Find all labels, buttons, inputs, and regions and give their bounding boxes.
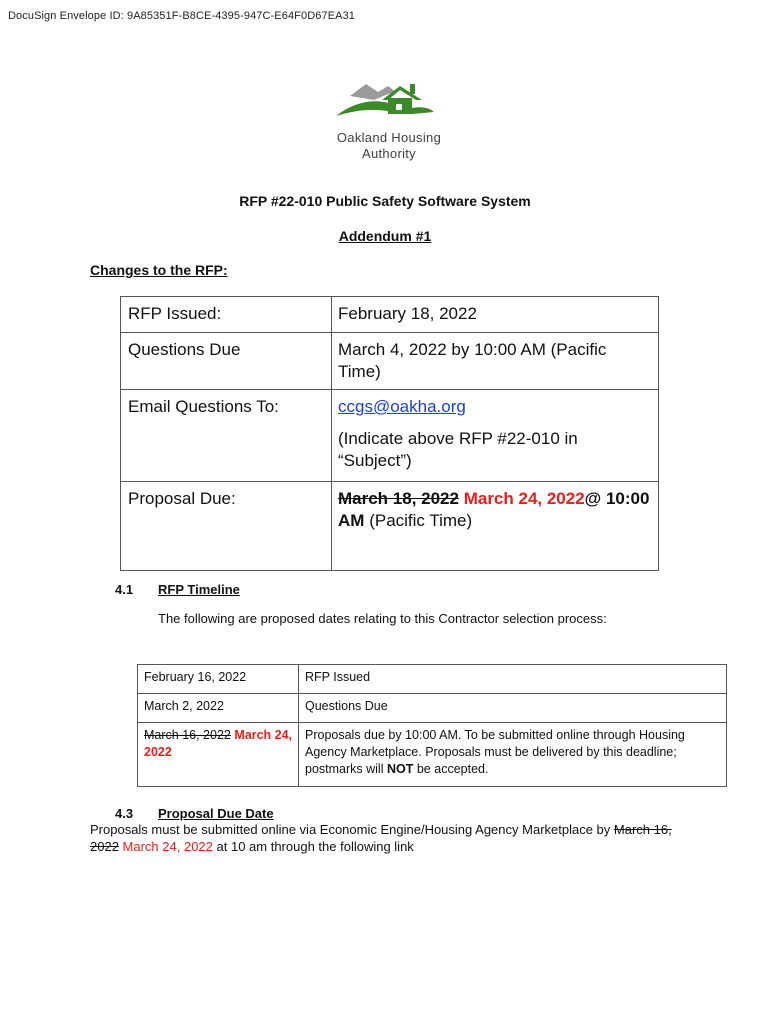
table-row	[138, 723, 727, 787]
proposal-due-cell	[332, 482, 659, 571]
org-name-line2: Authority	[361, 146, 416, 161]
timeline-intro: The following are proposed dates relating to this Contractor selection process:	[158, 611, 607, 626]
email-questions-label: Email Questions To:	[121, 390, 332, 482]
proposal-instructions-end: be accepted.	[416, 762, 489, 776]
org-name-line1: Oakland Housing	[336, 130, 442, 145]
section-4-3-title: Proposal Due Date	[158, 806, 274, 821]
changes-heading: Changes to the RFP:	[90, 262, 228, 278]
table-row	[138, 665, 727, 694]
table-row	[121, 333, 659, 390]
rfp-dates-table	[120, 296, 659, 571]
proposal-instructions: Proposals due by 10:00 AM. To be submitted online through Housing Agency Marketplace. Proposals must be delivered by this deadline; postmarks will	[305, 728, 685, 776]
proposal-due-label: Proposal Due:	[121, 482, 332, 571]
questions-due-label: Questions Due	[121, 333, 332, 390]
email-subject-note: (Indicate above RFP #22-010 in “Subject”)	[338, 429, 578, 470]
proposal-due-text-end: at 10 am through the following link	[216, 839, 414, 854]
proposal-new-date: March 24, 2022	[463, 489, 585, 508]
table-row	[121, 390, 659, 482]
timeline-new-date: March 24, 2022	[144, 728, 293, 759]
timeline-event: Questions Due	[299, 694, 727, 723]
proposal-timezone: (Pacific Time)	[369, 511, 473, 530]
timeline-table	[137, 664, 727, 787]
proposal-due-old-date: March 16, 2022	[90, 822, 672, 854]
timeline-date: March 2, 2022	[138, 694, 299, 723]
rfp-issued-value: February 18, 2022	[332, 297, 659, 333]
timeline-event: RFP Issued	[299, 665, 727, 694]
proposal-not-emphasis: NOT	[386, 762, 414, 776]
timeline-event	[299, 723, 727, 787]
email-link[interactable]: ccgs@oakha.org	[338, 397, 466, 416]
section-4-1-number: 4.1	[115, 582, 134, 597]
section-4-3-number: 4.3	[115, 806, 134, 821]
house-hills-icon	[330, 78, 448, 126]
oakland-housing-logo	[330, 78, 448, 164]
proposal-old-date: March 18, 2022	[338, 489, 459, 508]
questions-due-value: March 4, 2022 by 10:00 AM (Pacific Time)	[332, 333, 659, 390]
document-title: RFP #22-010 Public Safety Software System	[239, 193, 531, 209]
section-4-1-title: RFP Timeline	[158, 582, 240, 597]
timeline-date: February 16, 2022	[138, 665, 299, 694]
table-row	[121, 297, 659, 333]
proposal-due-text: Proposals must be submitted online via Economic Engine/Housing Agency Marketplace by	[90, 822, 611, 837]
table-row	[138, 694, 727, 723]
proposal-due-new-date: March 24, 2022	[122, 839, 213, 854]
proposal-time: @ 10:00 AM	[338, 489, 650, 530]
proposal-due-paragraph	[90, 821, 690, 855]
email-questions-cell	[332, 390, 659, 482]
addendum-heading: Addendum #1	[338, 228, 432, 244]
timeline-date	[138, 723, 299, 787]
table-row	[121, 482, 659, 571]
timeline-old-date: March 16, 2022	[144, 728, 231, 742]
rfp-issued-label: RFP Issued:	[121, 297, 332, 333]
envelope-id: DocuSign Envelope ID: 9A85351F-B8CE-4395-947C-E64F0D67EA31	[8, 10, 356, 22]
